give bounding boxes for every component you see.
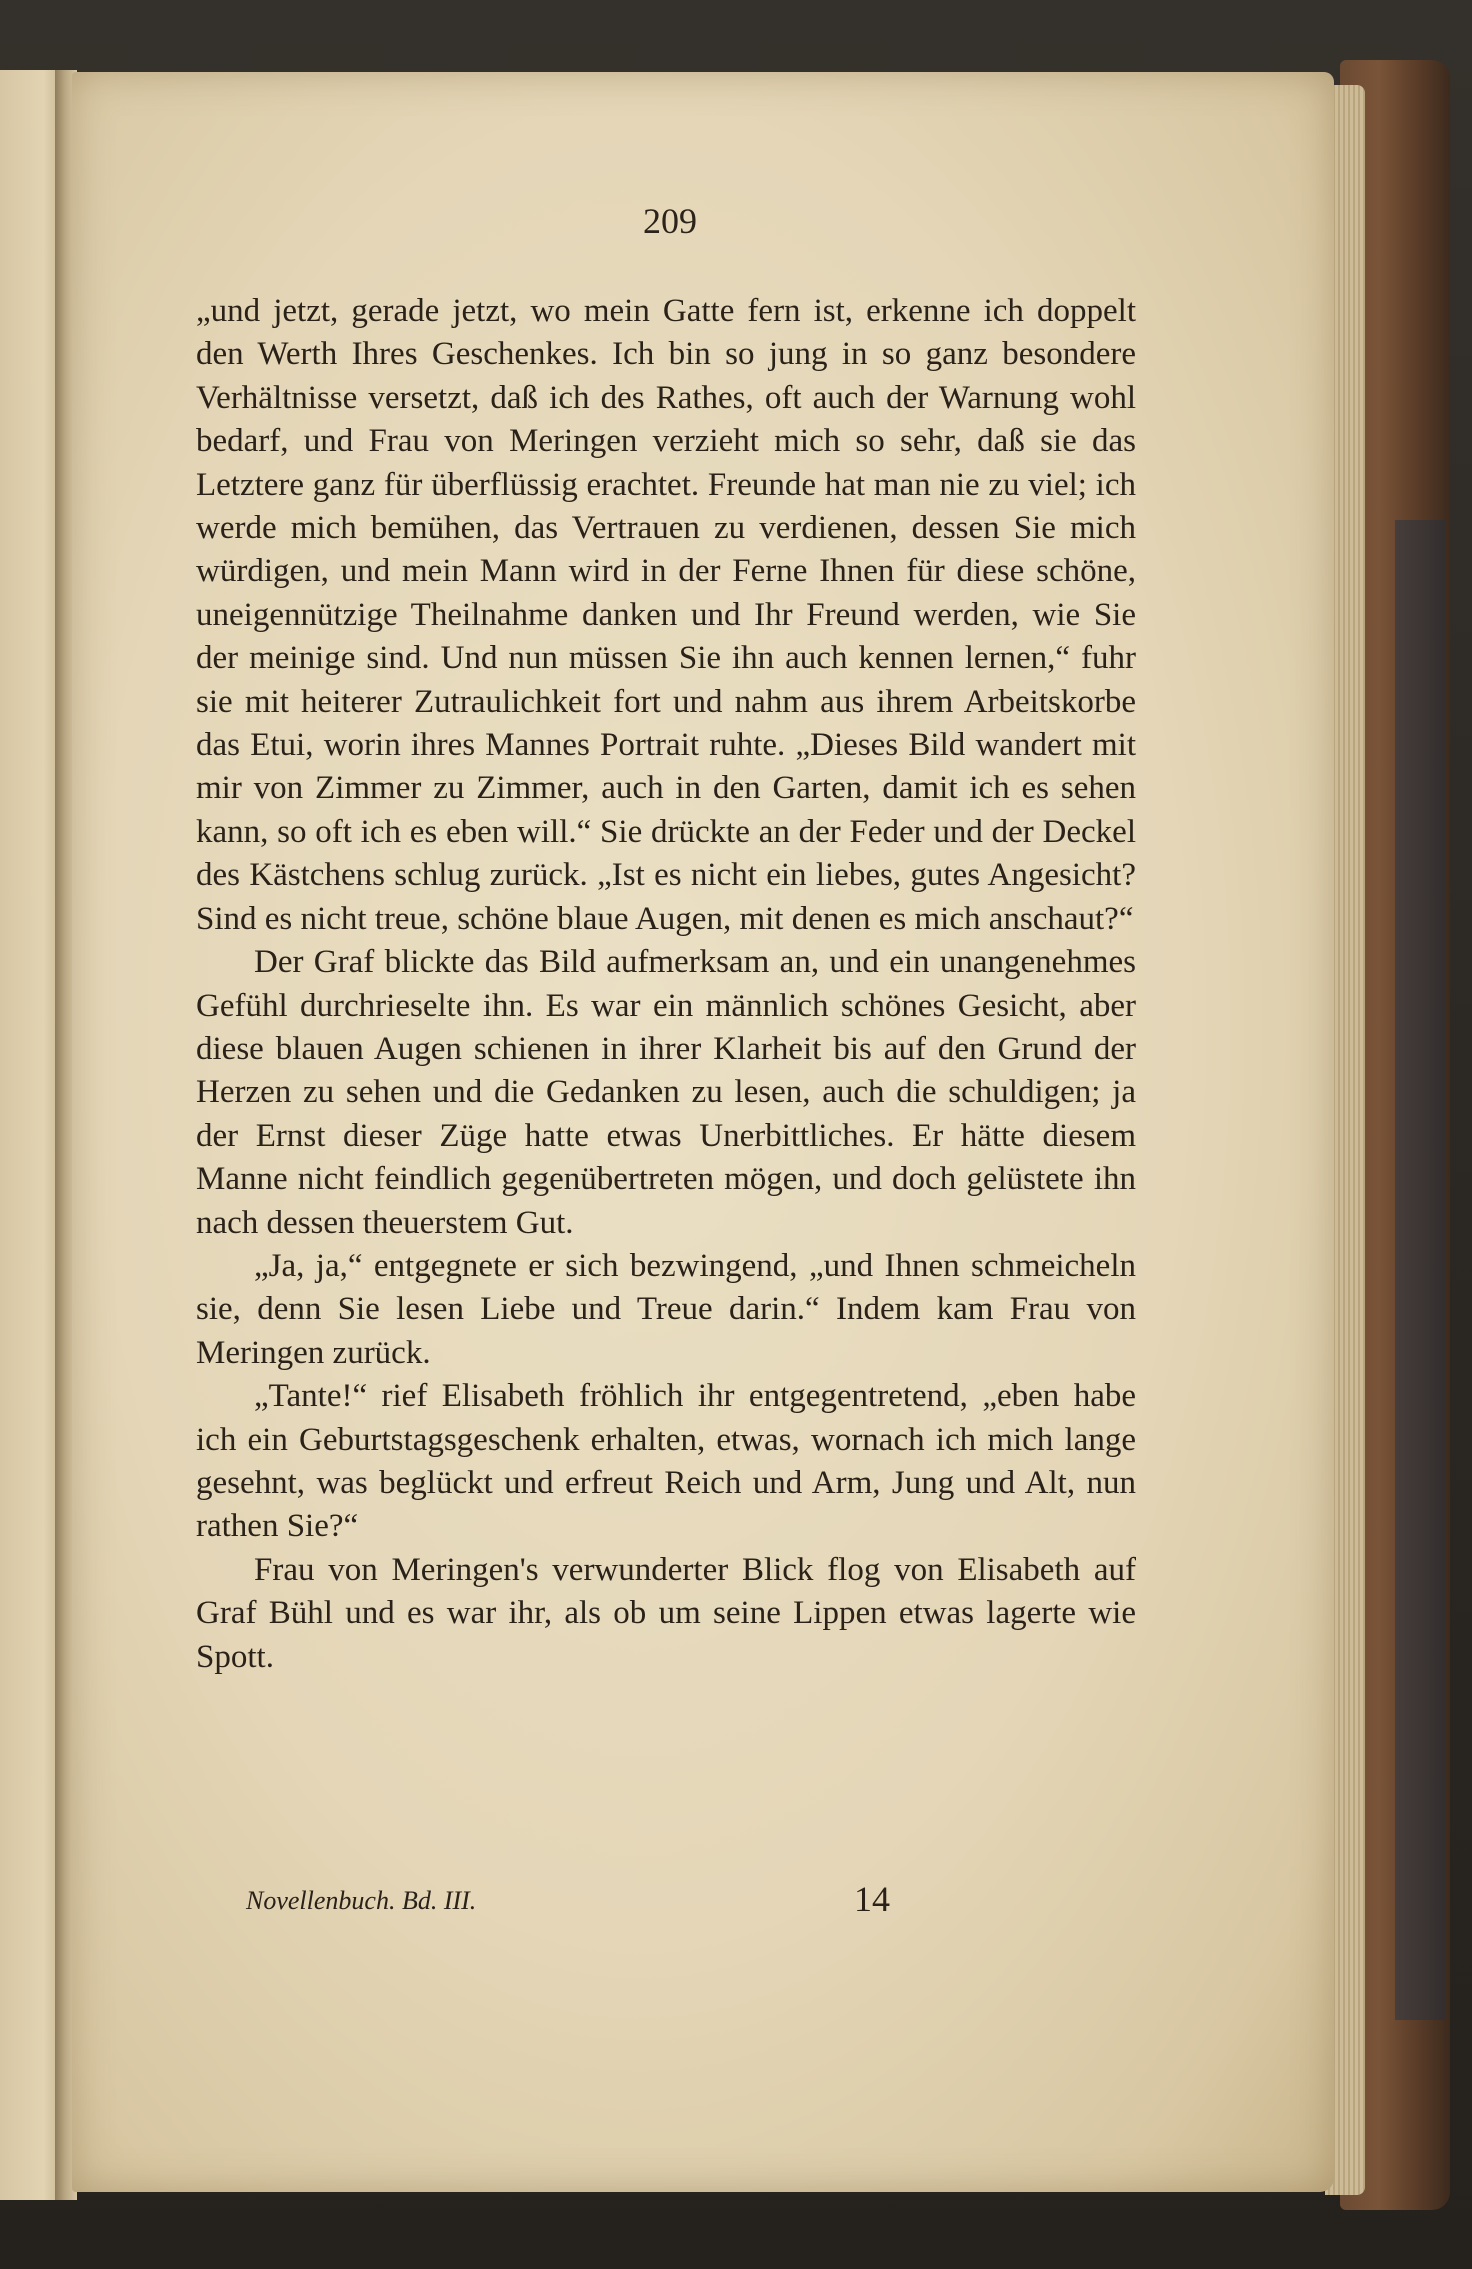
paragraph-3: „Ja, ja,“ entgegnete er sich bezwingend, „und Ihnen schmeicheln sie, denn Sie lesen Liebe und Treue darin.“ Indem kam Frau von Meringen zurück. (196, 1247, 1136, 1371)
left-page-sliver (0, 70, 62, 2200)
page-number: 209 (643, 201, 697, 241)
paragraph-4: „Tante!“ rief Elisabeth fröhlich ihr entgegentretend, „eben habe ich ein Geburtstagsgeschenk erhalten, etwas, wornach ich mich lange gesehnt, was beglückt und erfreut Reich und Arm, Jung und Alt, nun rathen Sie?“ (196, 1378, 1136, 1545)
footer-sheet-number: 14 (854, 1879, 890, 1919)
paragraph-5: Frau von Meringen's verwunderter Blick flog von Elisabeth auf Graf Bühl und es war ihr, als ob um seine Lippen etwas lagerte wie Spott. (196, 1551, 1136, 1675)
page-text (196, 290, 1136, 1679)
footer-signature: Novellenbuch. Bd. III. (246, 1886, 477, 1915)
page-footer (246, 1878, 1116, 1928)
paragraph-1: „und jetzt, gerade jetzt, wo mein Gatte fern ist, erkenne ich doppelt den Werth Ihres Geschenkes. Ich bin so jung in so ganz besondere Verhältnisse versetzt, daß ich des Rathes, oft auch der Warnung wohl bedarf, und Frau von Meringen verzieht mich so sehr, daß sie das Letztere ganz für überflüssig erachtet. Freunde hat man nie zu viel; ich werde mich bemühen, das Vertrauen zu verdienen, dessen Sie mich würdigen, und mein Mann wird in der Ferne Ihnen für diese schöne, uneigennützige Theilnahme danken und Ihr Freund werden, wie Sie der meinige sind. Und nun müssen Sie ihn auch kennen lernen,“ fuhr sie mit heiterer Zutraulichkeit fort und nahm aus ihrem Arbeitskorbe das Etui, worin ihres Mannes Portrait ruhte. „Dieses Bild wandert mit mir von Zimmer zu Zimmer, auch in den Garten, damit ich es sehen kann, so oft ich es eben will.“ Sie drückte an der Feder und der Deckel des Kästchens schlug zurück. „Ist es nicht ein liebes, gutes Angesicht? Sind es nicht treue, schöne blaue Augen, mit denen es mich anschaut?“ (196, 293, 1136, 937)
book-cover-cloth (1395, 520, 1445, 2020)
paragraph-2: Der Graf blickte das Bild aufmerksam an, und ein unangenehmes Gefühl durchrieselte ihn. Es war ein männlich schönes Gesicht, aber diese blauen Augen schienen in ihrer Klarheit bis auf den Grund der Herzen zu sehen und die Gedanken zu lesen, auch die schuldigen; ja der Ernst dieser Züge hatte etwas Unerbittliches. Er hätte diesem Manne nicht feindlich gegenübertreten mögen, und doch gelüstete ihn nach dessen theuerstem Gut. (196, 944, 1136, 1241)
